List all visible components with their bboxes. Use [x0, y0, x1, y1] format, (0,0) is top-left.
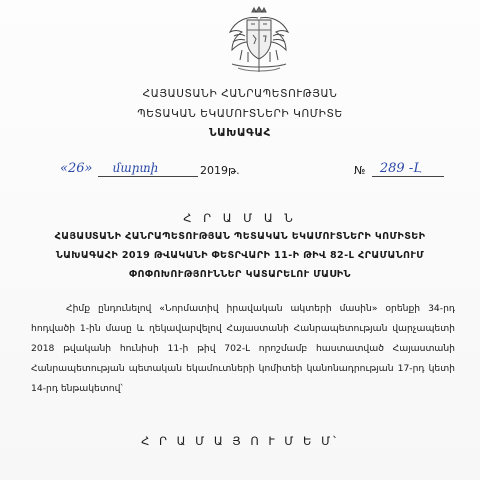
body-line-1: Հիմք ընդունելով «Նորմատիվ իրավական ակտերի մասին» օրենքի 34-րդ [66, 303, 455, 314]
date-day: «26» [60, 161, 93, 176]
order-number [354, 161, 454, 180]
header-committee: ՊԵՏԱԿԱՆ ԵԿԱՄՈՒՏՆԵՐԻ ԿՈՄԻՏԵ [137, 108, 343, 120]
decree-phrase: Հ Ր Ա Մ Ա Յ Ո Ւ Մ Ե Մ՝ [141, 434, 339, 448]
coat-of-arms-emblem [218, 6, 300, 76]
subtitle-line-1: ՀԱՅԱՍՏԱՆԻ ՀԱՆՐԱՊԵՏՈՒԹՅԱՆ ՊԵՏԱԿԱՆ ԵԿԱՄՈՒՏՆԵՐԻ ԿՈՄԻՏԵԻ [54, 231, 426, 242]
number-value: 289 -Լ [379, 161, 423, 176]
date-year: 2019թ. [200, 164, 240, 177]
header-chairman: ՆԱԽԱԳԱՀ [209, 127, 271, 139]
document-heading: Հ Ր Ա Մ Ա Ն [183, 211, 297, 225]
date-underline [98, 176, 198, 177]
body-line-4: Հանրապետության պետական եկամուտների կոմիտեի կանոնադրության 17-րդ կետի [31, 363, 455, 374]
number-underline [372, 176, 444, 177]
body-line-2: հոդվածի 1-ին մասը և ղեկավարվելով Հայաստանի Հանրապետության վարչապետի [31, 323, 455, 334]
body-line-3: 2018 թվականի հունիսի 11-ի թիվ 702-Լ որոշմամբ հաստատված Հայաստանի [31, 343, 455, 354]
body-line-5: 14-րդ ենթակետով՝ [31, 383, 123, 394]
number-label: № [354, 164, 366, 177]
order-date [60, 161, 240, 180]
subtitle-line-2: ՆԱԽԱԳԱՀԻ 2019 ԹՎԱԿԱՆԻ ՓԵՏՐՎԱՐԻ 11-Ի ԹԻՎ 82-Լ ՀՐԱՄԱՆՈՒՄ [55, 250, 425, 261]
subtitle-line-3: ՓՈՓՈԽՈՒԹՅՈՒՆՆԵՐ ԿԱՏԱՐԵԼՈՒ ՄԱՍԻՆ [129, 269, 351, 280]
header-country: ՀԱՅԱՍՏԱՆԻ ՀԱՆՐԱՊԵՏՈՒԹՅԱՆ [142, 88, 338, 100]
date-month: մարտի [112, 161, 159, 175]
